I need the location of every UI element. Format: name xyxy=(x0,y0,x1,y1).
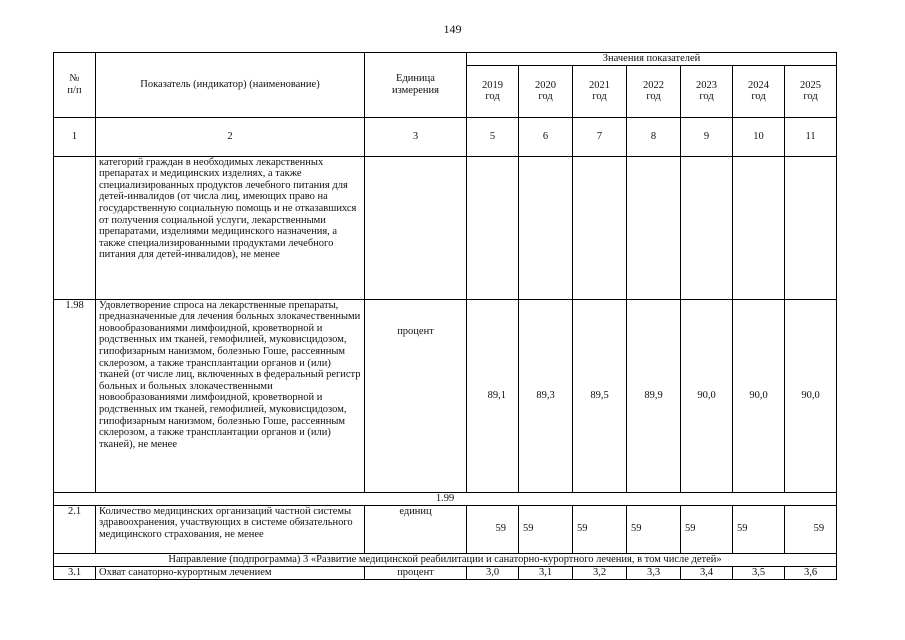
value-cell: 89,5 xyxy=(573,299,627,492)
header-indicator: Показатель (индикатор) (наименование) xyxy=(96,53,365,118)
column-index: 9 xyxy=(681,117,733,156)
table-row xyxy=(54,299,837,492)
table-row xyxy=(54,156,837,299)
value-cell: 59 xyxy=(573,505,627,553)
row-group-label: 1.99 xyxy=(54,492,837,505)
row-num: 1.98 xyxy=(54,299,96,492)
value-cell: 90,0 xyxy=(733,299,785,492)
value-cell: 59 xyxy=(785,505,837,553)
value-cell: 59 xyxy=(733,505,785,553)
row-num: 3.1 xyxy=(54,566,96,579)
unit-cell: единиц xyxy=(365,505,467,553)
value-cell: 90,0 xyxy=(681,299,733,492)
table-row xyxy=(54,492,837,505)
unit-cell: процент xyxy=(365,299,467,492)
unit-cell: процент xyxy=(365,566,467,579)
row-num xyxy=(54,156,96,299)
table-row xyxy=(54,553,837,566)
header-year: 2024 год xyxy=(733,65,785,117)
indicator-text: категорий граждан в необходимых лекарственных препаратах и медицинских изделиях, а также специализированных продуктов лечебного питания для детей-инвалидов (от числа лиц, имеющих право на государственную социальную помощь и не отказавшихся от получения социальной услуги, лекарственными препаратами, изделиями медицинского назначения, а также специализированными продуктами лечебного питания для детей-инвалидов), не менее xyxy=(96,156,365,299)
page-number: 149 xyxy=(443,22,462,36)
column-index-row xyxy=(54,117,837,156)
header-year: 2023 год xyxy=(681,65,733,117)
value-cell: 3,4 xyxy=(681,566,733,579)
column-index: 7 xyxy=(573,117,627,156)
value-cell: 3,2 xyxy=(573,566,627,579)
column-index: 5 xyxy=(467,117,519,156)
header-values-group: Значения показателей xyxy=(467,53,837,66)
header-num: № п/п xyxy=(54,53,96,118)
table-row xyxy=(54,566,837,579)
column-index: 3 xyxy=(365,117,467,156)
value-cell: 89,1 xyxy=(467,299,519,492)
value-cell: 90,0 xyxy=(785,299,837,492)
header-year: 2020 год xyxy=(519,65,573,117)
header-year: 2025 год xyxy=(785,65,837,117)
value-cell: 3,0 xyxy=(467,566,519,579)
value-cell: 3,6 xyxy=(785,566,837,579)
table-row xyxy=(54,505,837,553)
row-num: 2.1 xyxy=(54,505,96,553)
column-index: 6 xyxy=(519,117,573,156)
indicator-text: Охват санаторно-курортным лечением xyxy=(96,566,365,579)
column-index: 2 xyxy=(96,117,365,156)
header-unit: Единица измерения xyxy=(365,53,467,118)
value-cell: 3,5 xyxy=(733,566,785,579)
value-cell: 59 xyxy=(681,505,733,553)
column-index: 11 xyxy=(785,117,837,156)
value-cell: 89,9 xyxy=(627,299,681,492)
header-year: 2019 год xyxy=(467,65,519,117)
column-index: 1 xyxy=(54,117,96,156)
column-index: 10 xyxy=(733,117,785,156)
header-year: 2022 год xyxy=(627,65,681,117)
indicator-text: Количество медицинских организаций частной системы здравоохранения, участвующих в системе обязательного медицинского страхования, не менее xyxy=(96,505,365,553)
header-year: 2021 год xyxy=(573,65,627,117)
value-cell: 89,3 xyxy=(519,299,573,492)
column-index: 8 xyxy=(627,117,681,156)
value-cell: 3,1 xyxy=(519,566,573,579)
value-cell: 59 xyxy=(627,505,681,553)
value-cell: 59 xyxy=(467,505,519,553)
indicator-text: Удовлетворение спроса на лекарственные препараты, предназначенные для лечения больных злокачественными новообразованиями лимфоидной, кроветворной и родственных им тканей, гемофилией, муковисцидозом, гипофизарным нанизмом, болезнью Гоше, рассеянным склерозом, а также трансплантации органов и (или) тканей (от числе лиц, включенных в федеральный регистр больных и больных злокачественными новообразованиями лимфоидной, кроветворной и родственных им тканей, гемофилией, муковисцидозом, гипофизарным нанизмом, болезнью Гоше, рассеянным склерозом, а также трансплантации органов и (или) тканей), не менее xyxy=(96,299,365,492)
value-cell: 3,3 xyxy=(627,566,681,579)
value-cell: 59 xyxy=(519,505,573,553)
indicators-table xyxy=(53,52,837,580)
section-heading: Направление (подпрограмма) 3 «Развитие медицинской реабилитации и санаторно-курортного лечения, в том числе детей» xyxy=(54,553,837,566)
